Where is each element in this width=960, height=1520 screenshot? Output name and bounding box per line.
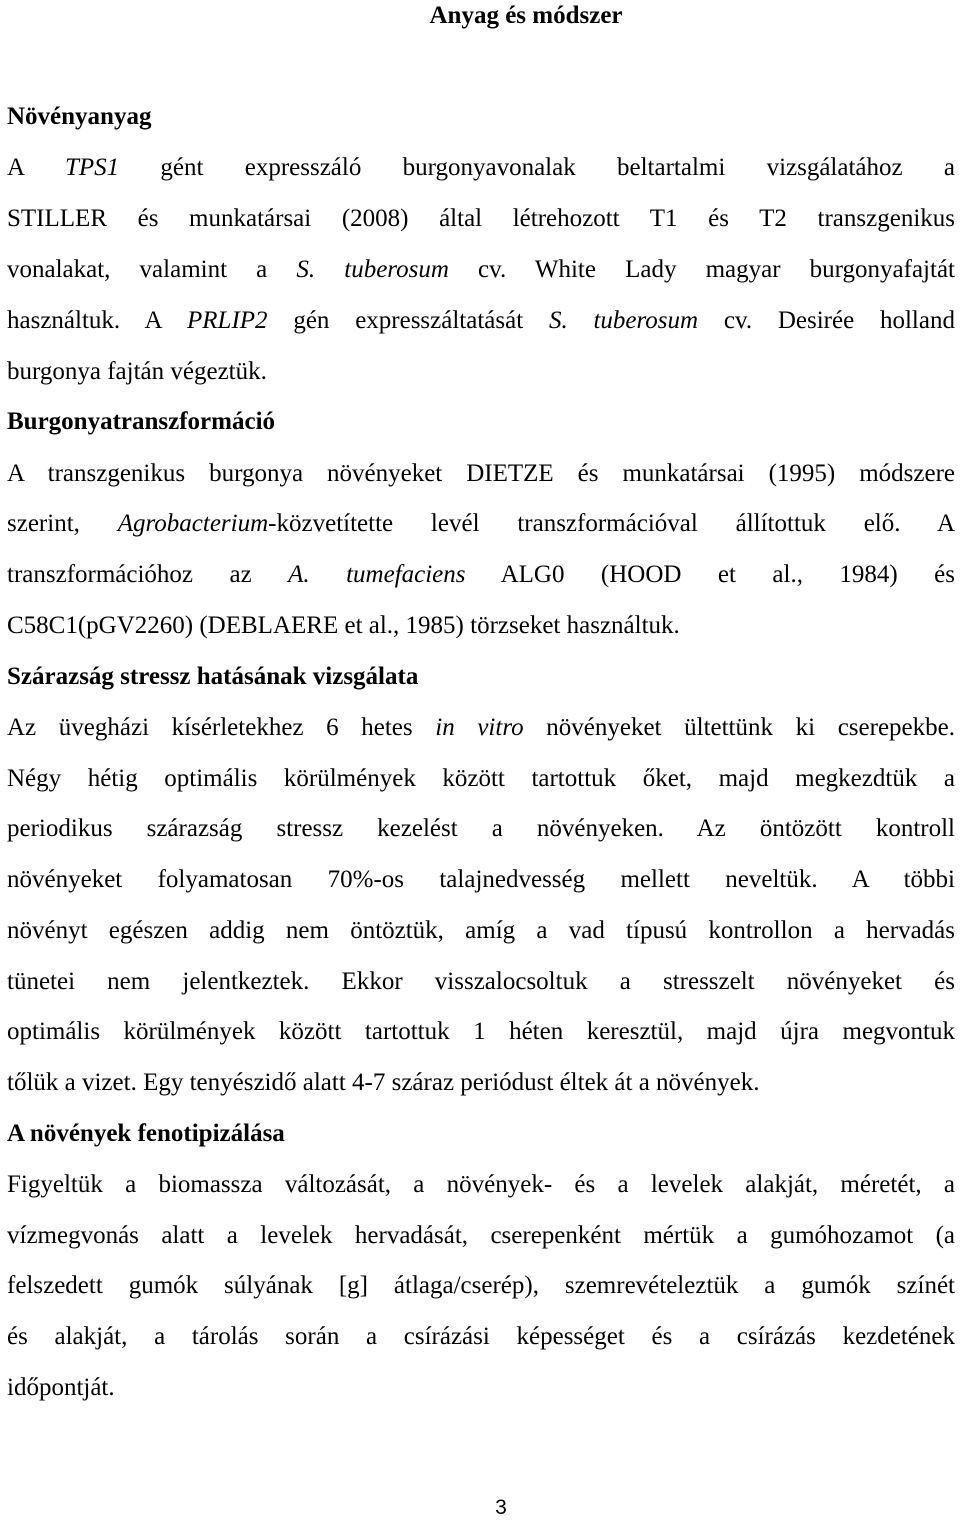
paragraph-line: időpontját. (7, 1374, 115, 1401)
paragraph-line: és alakját, a tárolás során a csírázási képességet és a csírázás kezdetének (7, 1323, 955, 1350)
paragraph-line: periodikus szárazság stressz kezelést a növényeken. Az öntözött kontroll (7, 815, 955, 842)
paragraph-line: növényeket folyamatosan 70%-os talajnedvesség mellett neveltük. A többi (7, 866, 955, 893)
paragraph-line: optimális körülmények között tartottuk 1 héten keresztül, majd újra megvontuk (7, 1018, 955, 1045)
paragraph-line: Figyeltük a biomassza változását, a növények- és a levelek alakját, méretét, a (7, 1171, 955, 1198)
paragraph-line: STILLER és munkatársai (2008) által létrehozott T1 és T2 transzgenikus (7, 205, 955, 232)
page-title: Anyag és módszer (429, 2, 623, 29)
paragraph-line: Négy hétig optimális körülmények között tartottuk őket, majd megkezdtük a (7, 765, 955, 792)
paragraph-line: A TPS1 gént expresszáló burgonyavonalak beltartalmi vizsgálatához a (7, 154, 955, 181)
paragraph-line: Az üvegházi kísérletekhez 6 hetes in vitro növényeket ültettünk ki cserepekbe. (7, 714, 955, 741)
paragraph-line: C58C1(pGV2260) (DEBLAERE et al., 1985) törzseket használtuk. (7, 612, 680, 639)
paragraph-line: felszedett gumók súlyának [g] átlaga/cserép), szemrevételeztük a gumók színét (7, 1272, 955, 1299)
paragraph-line: tünetei nem jelentkeztek. Ekkor visszalocsoltuk a stresszelt növényeket és (7, 968, 955, 995)
paragraph-line: burgonya fajtán végeztük. (7, 358, 267, 385)
paragraph-line: vonalakat, valamint a S. tuberosum cv. White Lady magyar burgonyafajtát (7, 256, 955, 283)
section-heading-novenyanyag: Növényanyag (7, 103, 152, 130)
paragraph-line: A transzgenikus burgonya növényeket DIETZE és munkatársai (1995) módszere (7, 460, 955, 487)
paragraph-line: vízmegvonás alatt a levelek hervadását, cserepenként mértük a gumóhozamot (a (7, 1222, 955, 1249)
paragraph-line: használtuk. A PRLIP2 gén expresszáltatását S. tuberosum cv. Desirée holland (7, 307, 955, 334)
section-heading-szarazsag: Szárazság stressz hatásának vizsgálata (7, 663, 419, 690)
section-heading-fenotipizalas: A növények fenotipizálása (7, 1120, 285, 1147)
page-number: 3 (495, 1496, 507, 1519)
paragraph-line: szerint, Agrobacterium-közvetítette levél transzformációval állítottuk elő. A (7, 510, 956, 537)
paragraph-line: növényt egészen addig nem öntöztük, amíg a vad típusú kontrollon a hervadás (7, 917, 955, 944)
section-heading-transzformacio: Burgonyatranszformáció (7, 408, 276, 435)
paragraph-line: tőlük a vizet. Egy tenyészidő alatt 4-7 száraz periódust éltek át a növények. (7, 1069, 760, 1096)
paragraph-line: transzformációhoz az A. tumefaciens ALG0 (HOOD et al., 1984) és (7, 561, 956, 588)
